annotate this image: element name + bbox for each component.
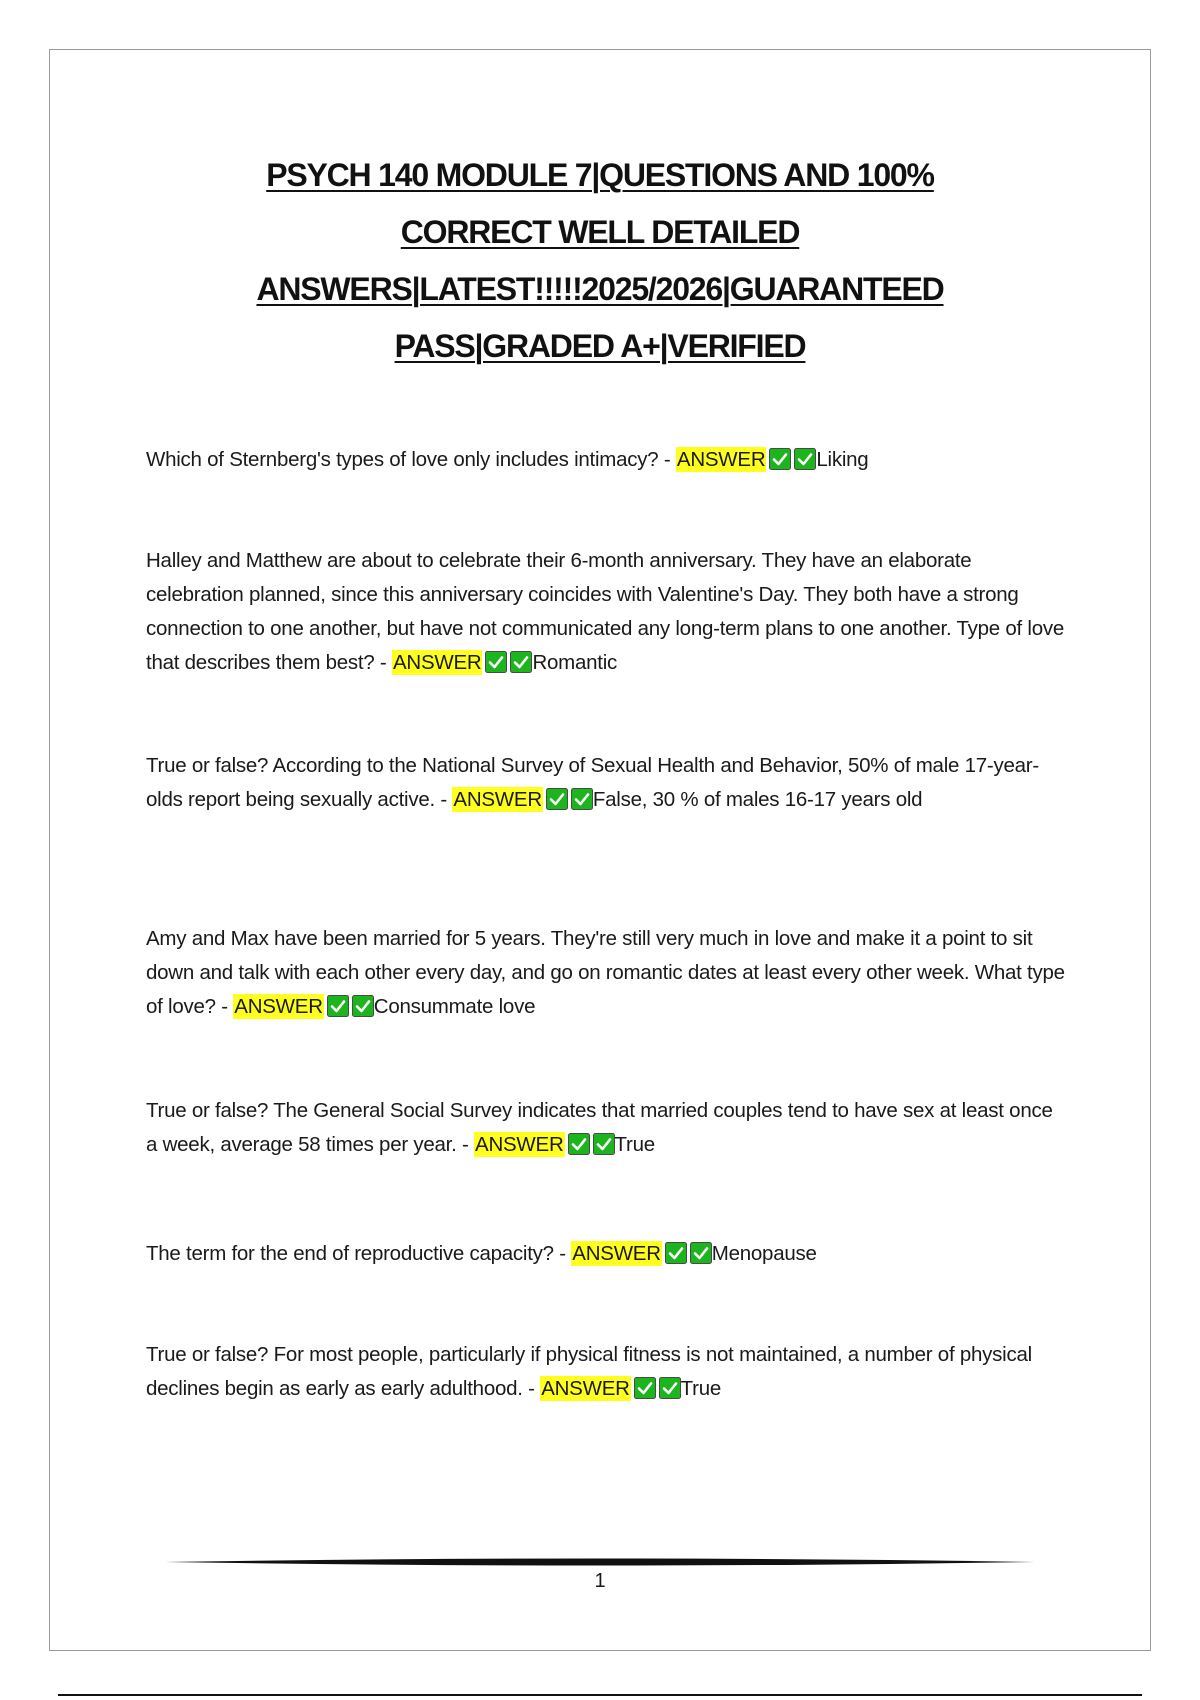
qa-item-7 [146,1338,1066,1406]
answer-label: ANSWER [541,1377,630,1400]
check-mark-icon [352,995,374,1017]
check-mark-icon [769,448,791,470]
qa-item-5 [146,1094,1066,1162]
title-line: ANSWERS|LATEST!!!!!2025/2026|GUARANTEED [256,271,944,307]
check-mark-icon [571,788,593,810]
check-mark-icon [546,788,568,810]
page-number: 1 [594,1570,606,1592]
question-text: Which of Sternberg's types of love only includes intimacy? - [146,448,676,471]
check-mark-icon [665,1242,687,1264]
check-mark-icon [568,1133,590,1155]
answer-text: True [680,1377,722,1400]
title-line: PSYCH 140 MODULE 7|QUESTIONS AND 100% [266,157,934,193]
answer-text: Romantic [532,651,618,674]
qa-item-2 [146,544,1066,680]
answer-label: ANSWER [676,448,766,471]
qa-item-6 [146,1237,1066,1271]
answer-label: ANSWER [475,1133,564,1156]
check-mark-icon [634,1377,656,1399]
check-mark-icon [485,651,507,673]
answer-label: ANSWER [453,788,542,811]
answer-label: ANSWER [572,1242,661,1265]
bottom-divider [58,1694,1142,1696]
check-mark-icon [659,1377,681,1399]
title-line: CORRECT WELL DETAILED [400,214,800,250]
answer-text: Consummate love [373,995,536,1018]
question-text: True or false? For most people, particularly if physical fitness is not maintained, a number of physical declines begin as early as early adulthood. - [146,1343,1032,1400]
answer-text: Menopause [711,1242,817,1265]
document-title [130,147,1070,375]
answer-text: Liking [816,448,869,471]
footer-divider [165,1557,1035,1567]
question-text: The term for the end of reproductive capacity? - [146,1242,572,1265]
answer-text: False, 30 % of males 16-17 years old [592,788,923,811]
answer-label: ANSWER [392,651,482,674]
check-mark-icon [794,448,816,470]
question-text: Halley and Matthew are about to celebrate their 6-month anniversary. They have an elaborate celebration planned, since this anniversary coincides with Valentine's Day. They both have a strong connection to one another, but have not communicated any long-term plans to one another. Type of love that describes them best? - [146,549,1065,674]
qa-item-1 [146,443,1066,477]
title-line: PASS|GRADED A+|VERIFIED [394,328,806,364]
check-mark-icon [510,651,532,673]
qa-item-3 [146,749,1066,817]
check-mark-icon [690,1242,712,1264]
check-mark-icon [593,1133,615,1155]
qa-item-4 [146,922,1066,1024]
question-text: True or false? The General Social Survey indicates that married couples tend to have sex at least once a week, average 58 times per year. - [146,1099,1053,1156]
answer-text: True [614,1133,655,1156]
check-mark-icon [327,995,349,1017]
question-text: True or false? According to the National Survey of Sexual Health and Behavior, 50% of male 17-year-olds report being sexually active. - [146,754,1039,811]
question-text: Amy and Max have been married for 5 years. They're still very much in love and make it a point to sit down and talk with each other every day, and go on romantic dates at least every other week. What type of love? - [146,927,1065,1018]
answer-label: ANSWER [234,995,323,1018]
